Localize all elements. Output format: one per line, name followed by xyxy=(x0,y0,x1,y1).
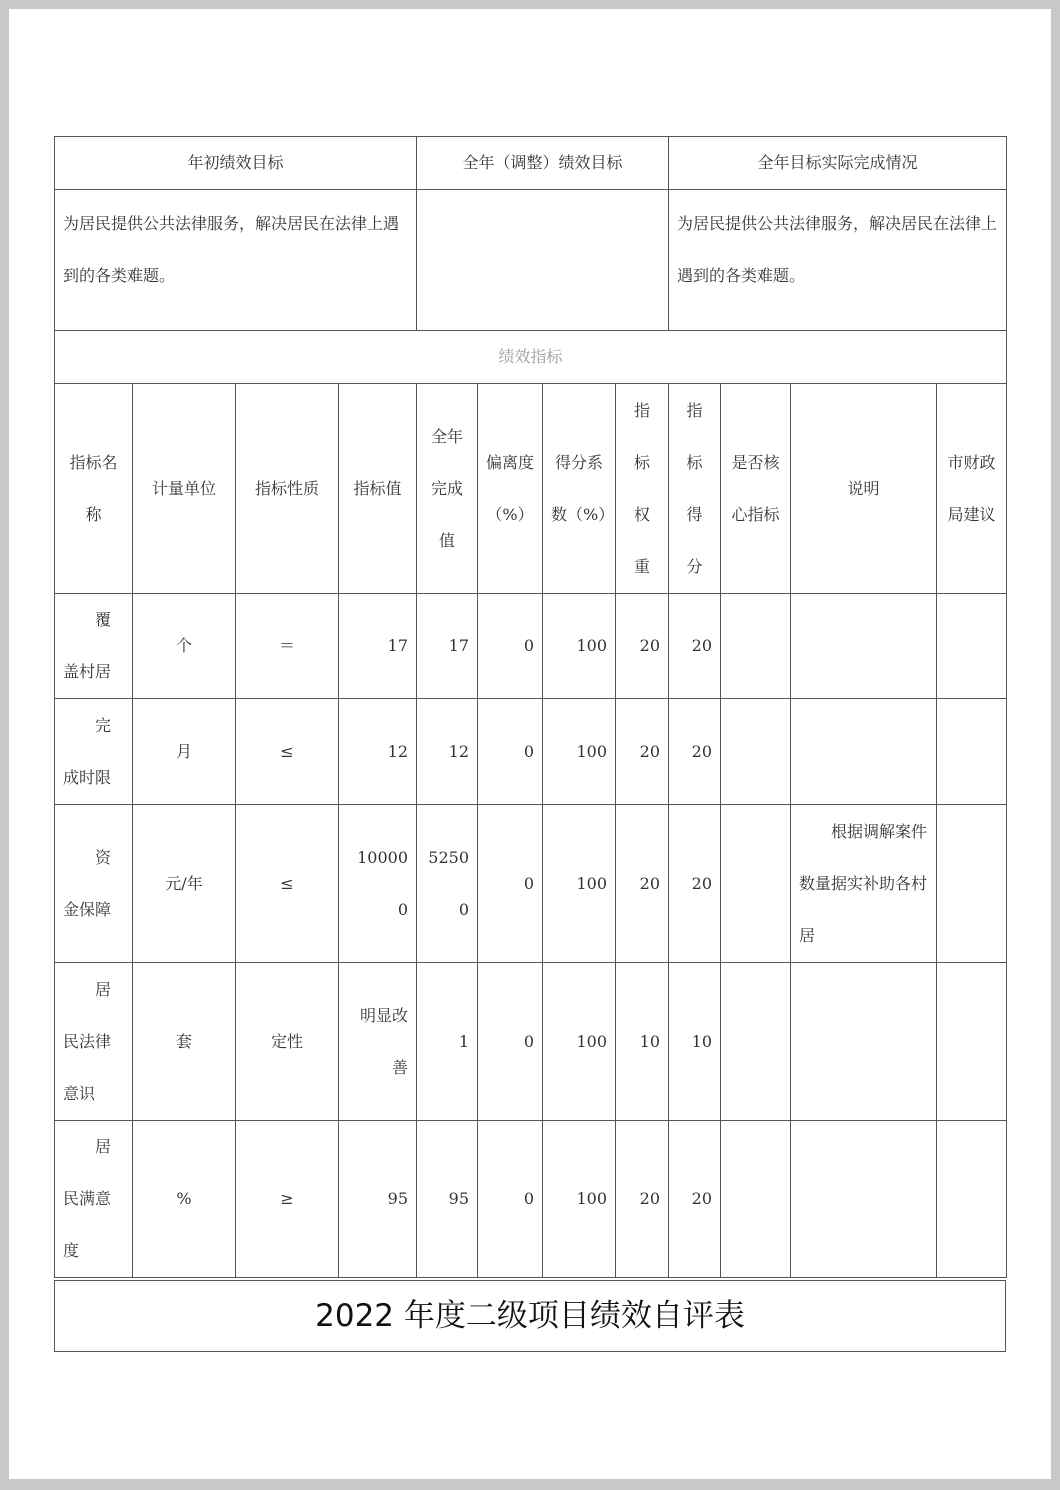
cell-nature: ≤ xyxy=(236,699,339,805)
col-header-completed: 全年完成值 xyxy=(417,384,478,594)
cell-deviation: 0 xyxy=(478,963,543,1121)
document-title: 2022 年度二级项目绩效自评表 xyxy=(54,1280,1006,1352)
cell-coef: 100 xyxy=(543,1121,616,1278)
cell-coef: 100 xyxy=(543,963,616,1121)
cell-unit: 元/年 xyxy=(133,805,236,963)
cell-weight: 20 xyxy=(616,1121,669,1278)
cell-name: 资金保障 xyxy=(55,805,133,963)
cell-weight: 20 xyxy=(616,699,669,805)
cell-unit: 月 xyxy=(133,699,236,805)
header-initial-goal: 年初绩效目标 xyxy=(55,137,417,190)
cell-name: 居民满意度 xyxy=(55,1121,133,1278)
col-header-score: 指标得分 xyxy=(669,384,721,594)
cell-note xyxy=(791,1121,937,1278)
cell-weight: 20 xyxy=(616,805,669,963)
column-header-row xyxy=(55,384,1007,594)
header-adjusted-goal: 全年（调整）绩效目标 xyxy=(417,137,669,190)
cell-deviation: 0 xyxy=(478,1121,543,1278)
col-header-nature: 指标性质 xyxy=(236,384,339,594)
cell-completed: 95 xyxy=(417,1121,478,1278)
cell-score: 20 xyxy=(669,594,721,699)
col-header-finance: 市财政局建议 xyxy=(937,384,1007,594)
cell-finance xyxy=(937,805,1007,963)
cell-core xyxy=(721,805,791,963)
cell-score: 10 xyxy=(669,963,721,1121)
cell-finance xyxy=(937,699,1007,805)
cell-core xyxy=(721,963,791,1121)
cell-score: 20 xyxy=(669,1121,721,1278)
cell-completed: 12 xyxy=(417,699,478,805)
cell-completed: 17 xyxy=(417,594,478,699)
cell-weight: 20 xyxy=(616,594,669,699)
cell-unit: 个 xyxy=(133,594,236,699)
cell-finance xyxy=(937,1121,1007,1278)
col-header-coef: 得分系数（%） xyxy=(543,384,616,594)
col-header-weight: 指标权重 xyxy=(616,384,669,594)
cell-name: 居民法律意识 xyxy=(55,963,133,1121)
actual-completion-text: 为居民提供公共法律服务，解决居民在法律上遇到的各类难题。 xyxy=(669,190,1007,331)
cell-value: 95 xyxy=(339,1121,417,1278)
cell-nature: ≤ xyxy=(236,805,339,963)
cell-deviation: 0 xyxy=(478,594,543,699)
cell-core xyxy=(721,699,791,805)
cell-nature: 定性 xyxy=(236,963,339,1121)
header-actual-completion: 全年目标实际完成情况 xyxy=(669,137,1007,190)
cell-deviation: 0 xyxy=(478,699,543,805)
cell-nature: ≥ xyxy=(236,1121,339,1278)
col-header-unit: 计量单位 xyxy=(133,384,236,594)
cell-value: 12 xyxy=(339,699,417,805)
table-row xyxy=(55,699,1007,805)
cell-value: 明显改善 xyxy=(339,963,417,1121)
cell-core xyxy=(721,594,791,699)
table-row xyxy=(55,1121,1007,1278)
goals-content-row xyxy=(55,190,1007,331)
cell-note xyxy=(791,699,937,805)
cell-note: 根据调解案件数量据实补助各村居 xyxy=(791,805,937,963)
cell-unit: 套 xyxy=(133,963,236,1121)
cell-coef: 100 xyxy=(543,594,616,699)
section-title: 绩效指标 xyxy=(55,331,1007,384)
adjusted-goal-text xyxy=(417,190,669,331)
cell-name: 完成时限 xyxy=(55,699,133,805)
indicator-rows xyxy=(55,594,1007,1278)
cell-coef: 100 xyxy=(543,805,616,963)
col-header-value: 指标值 xyxy=(339,384,417,594)
cell-unit: % xyxy=(133,1121,236,1278)
cell-nature: ＝ xyxy=(236,594,339,699)
col-header-note: 说明 xyxy=(791,384,937,594)
goals-header-row xyxy=(55,137,1007,190)
cell-score: 20 xyxy=(669,805,721,963)
col-header-name: 指标名称 xyxy=(55,384,133,594)
document-page xyxy=(9,9,1051,1479)
cell-core xyxy=(721,1121,791,1278)
cell-name: 覆盖村居 xyxy=(55,594,133,699)
col-header-deviation: 偏离度（%） xyxy=(478,384,543,594)
cell-weight: 10 xyxy=(616,963,669,1121)
cell-coef: 100 xyxy=(543,699,616,805)
cell-finance xyxy=(937,594,1007,699)
cell-completed: 1 xyxy=(417,963,478,1121)
table-row xyxy=(55,963,1007,1121)
col-header-core: 是否核心指标 xyxy=(721,384,791,594)
section-row xyxy=(55,331,1007,384)
cell-finance xyxy=(937,963,1007,1121)
cell-note xyxy=(791,963,937,1121)
cell-deviation: 0 xyxy=(478,805,543,963)
cell-value: 17 xyxy=(339,594,417,699)
initial-goal-text: 为居民提供公共法律服务，解决居民在法律上遇到的各类难题。 xyxy=(55,190,417,331)
cell-completed: 52500 xyxy=(417,805,478,963)
cell-note xyxy=(791,594,937,699)
table-row xyxy=(55,594,1007,699)
cell-score: 20 xyxy=(669,699,721,805)
cell-value: 100000 xyxy=(339,805,417,963)
performance-table xyxy=(54,136,1007,1278)
table-row xyxy=(55,805,1007,963)
